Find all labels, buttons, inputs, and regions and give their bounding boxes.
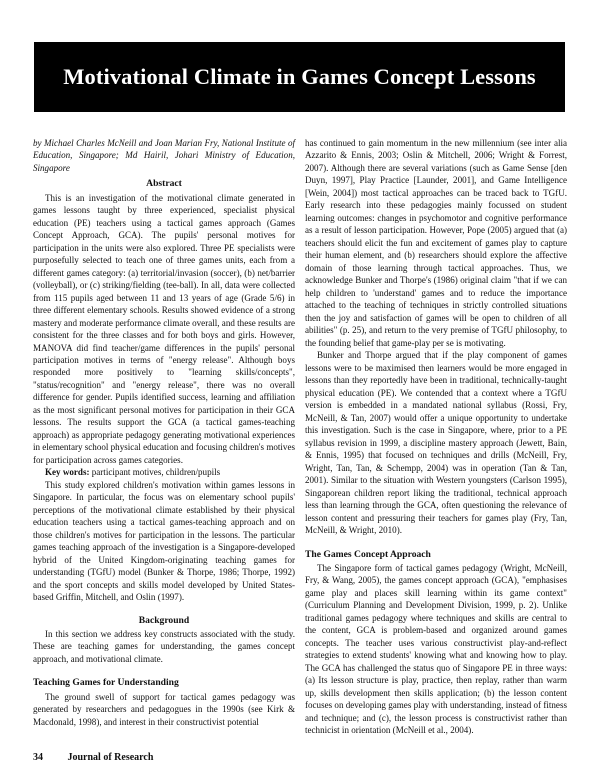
byline: by Michael Charles McNeill and Joan Marian Fry, National Institute of Education, Singapore; Md Hairil, Johari Ministry of Education, Singapore (33, 138, 295, 173)
keywords-label: Key words: (45, 467, 90, 478)
tgfu-paragraph-continued: has continued to gain momentum in the new millennium (see inter alia Azzarito & Ennis, 2003; Oslin & Mitchell, 2006; Wright & Forrest, 2007). Although there are several variations (such as Game Sense [den Duyn, 1997], Play Practice [Launder, 2001], and Game Intelligence [Wein, 2004]) most tactical approaches can be traced back to TGfU. Early research into these pedagogies mainly focussed on student learning outcomes: changes in psychomotor and cognitive performance as a result of lesson participation. However, Pope (2005) argued that (a) teachers should elicit the fun and excitement of games play to capture their human element, and (b) researchers should explore the affective domain of those learning through tactical approaches. Thus, we acknowledge Bunker and Thorpe's (1986) original claim "that if we can help children to 'understand' games and to reduce the importance attached to the teaching of techniques in strictly controlled situations then the joy and satisfaction of games will be open to children of all abilities" (p. 25), and return to the very premise of TGfU philosophy, to the founding belief that game-play per se is motivating. (305, 138, 567, 348)
right-column (305, 137, 567, 737)
keywords (33, 466, 295, 478)
background-text: In this section we address key constructs associated with the study. These are teaching games for understanding, the games concept approach, and motivational climate. (33, 628, 295, 664)
abstract-text: This is an investigation of the motivational climate generated in games lessons taught by three experienced, specialist physical education (PE) teachers using a tactical games approach (Games Concept Approach, GCA). The pupils' personal motives for participation in the units were also explored. Three PE specialists were purposefully selected to teach one of three games units, each from a different games category: (a) territorial/invasion (soccer), (b) net/barrier (volleyball), or (c) striking/fielding (tee-ball). In all, data were collected from 115 pupils aged between 11 and 13 years of age (Grade 5/6) in three different elementary schools. Results showed evidence of a strong mastery and moderate performance climate overall, and these results are consistent for the three classes and for both boys and girls. However, MANOVA did find teacher/game differences in the pupils' personal participation motives in terms of "energy release". Although boys responded more positively to "learning skills/concepts", "status/recognition" and "energy release", there was no overall difference for gender. Pupils identified success, learning and affiliation as the most significant personal motives for participation in their GCA lessons. The results support the GCA (a tactical games-teaching approach) as appropriate pedagogy generating motivational experiences in elementary school physical education and focusing children's motives for participation across games categories. (33, 192, 295, 465)
gca-heading: The Games Concept Approach (305, 548, 431, 560)
abstract-heading: Abstract (146, 178, 182, 190)
background-heading: Background (138, 614, 190, 626)
tgfu-paragraph-start: The ground swell of support for tactical games pedagogy was generated by researchers and pedagogues in the 1990s (see Kirk & Macdonald, 1998), and interest in their constructivist potential (33, 691, 295, 727)
gca-paragraph: The Singapore form of tactical games pedagogy (Wright, McNeill, Fry, & Wang, 2005), the games concept approach (GCA), "emphasises game play and places skill learning within its game context" (Curriculum Planning and Development Division, 1999, p. 2). Unlike traditional games pedagogy where techniques and skills are central to the content, GCA is problem-based and organized around games concepts. The teacher uses various constructivist play-and-reflect strategies to extend students' knowing what and knowing how to play. The GCA has challenged the status quo of Singapore PE in three ways: (a) Its lesson structure is play, practice, then replay, rather than warm up, skills development then skills application; (b) the lesson content focuses on developing games play with understanding, instead of fitness and technique; and (c), the lesson process is constructivist rather than technicist in orientation (McNeill et al., 2004). (305, 562, 567, 736)
article-title: Motivational Climate in Games Concept Lessons (63, 64, 536, 89)
keywords-text: participant motives, children/pupils (91, 467, 221, 478)
page-number: 34 (33, 752, 43, 763)
intro-paragraph: This study explored children's motivation within games lessons in Singapore. In particular, the focus was on elementary school pupils' perceptions of the motivational climate established by their physical education teachers using a tactical games-teaching approach and on those children's motives for participation in the lessons. The particular games teaching approach of the investigation is a Singapore-developed hybrid of the United Kingdom-originating teaching games for understanding (TGfU) model (Bunker & Thorpe, 1986; Thorpe, 1992) and the sport concepts and skills model developed by United States-based Griffin, Mitchell, and Oslin (1997). (33, 479, 295, 603)
tgfu-heading: Teaching Games for Understanding (33, 677, 179, 689)
tgfu-paragraph-2: Bunker and Thorpe argued that if the play component of games lessons were to be maximised then learners would be more engaged in lessons than they reportedly have been in traditional, technically-taught physical education (PE). We contended that a context where a TGfU version is embedded in a mandated national syllabus (Rossi, Fry, McNeill, & Tan, 2007) would offer a unique opportunity to undertake this investigation. Such is the case in Singapore, where, prior to a PE syllabus revision in 1999, a discipline mastery approach (Jewett, Bain, & Ennis, 1995) that focused on techniques and drills (McNeill, Fry, Wright, Tan, Tan, & Schempp, 2004) was in operation (Tan & Tan, 2001). Similar to the situation with Western youngsters (Carlson 1995), Singaporean children report liking the traditional, technical approach less than learning through the GCA, often questioning the relevance of lesson content and pressuring their teachers for games play (Fry, Tan, McNeill, & Wright, 2010). (305, 350, 567, 536)
left-column (33, 137, 295, 728)
title-banner (34, 42, 565, 112)
page-footer (33, 752, 153, 763)
journal-name: Journal of Research (67, 752, 154, 763)
